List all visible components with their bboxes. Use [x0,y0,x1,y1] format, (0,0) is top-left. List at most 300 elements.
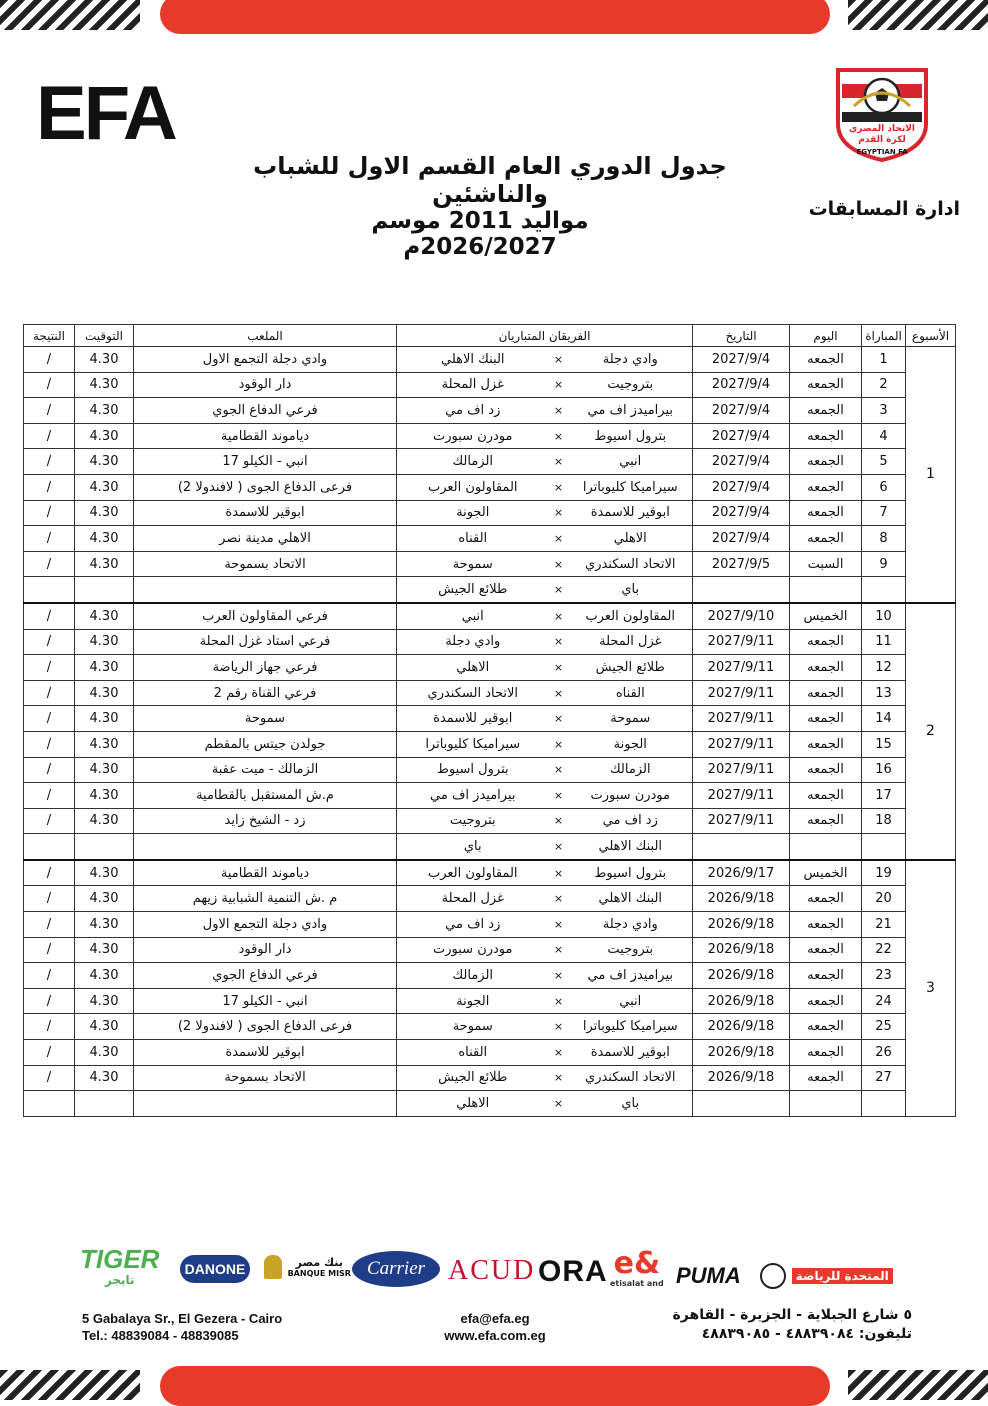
cell-match: 15 [862,731,906,757]
table-row [24,655,956,681]
cell-away-team: انبي [397,603,549,629]
footer-address-ar: ٥ شارع الجبلاية - الجزيرة - القاهرة تليفون: ٤٨٨٣٩٠٨٤ - ٤٨٨٣٩٠٨٥ [672,1307,912,1342]
cell-result: / [24,783,75,809]
cell-time: 4.30 [75,783,134,809]
col-stadium: الملعب [134,325,397,347]
cell-date: 2027/9/4 [693,347,790,373]
cell-result: / [24,500,75,526]
cell-date: 2027/9/4 [693,474,790,500]
cell-date: 2027/9/11 [693,757,790,783]
cell-week: 2 [906,603,956,860]
cell-day: السبت [790,551,862,577]
cell-date: 2026/9/18 [693,988,790,1014]
cell-result: / [24,912,75,938]
cell-away-team: بترول اسيوط [397,757,549,783]
cell-time: 4.30 [75,912,134,938]
cell-home-team: سيراميكا كليوباترا [569,474,693,500]
cell-vs: × [549,347,569,373]
table-row [24,629,956,655]
cell-home-team: طلائع الجيش [569,655,693,681]
cell-vs: × [549,757,569,783]
cell-away-team: الاهلي [397,655,549,681]
table-row [24,372,956,398]
cell-day: الجمعه [790,500,862,526]
table-row [24,500,956,526]
logo-text-en: EGYPTIAN FA [856,148,908,156]
top-left-stripes [0,0,140,30]
cell-away-team: الجونة [397,500,549,526]
bottom-red-bar [160,1366,830,1406]
cell-match: 26 [862,1040,906,1066]
sponsor-ora: ORA [538,1255,608,1288]
cell-home-team: الاتحاد السكندري [569,1065,693,1091]
cell-date: 2027/9/11 [693,808,790,834]
cell-day: الجمعه [790,398,862,424]
cell-stadium: وادي دجلة التجمع الاول [134,347,397,373]
sponsor-danone: DANONE [180,1255,250,1283]
cell-match: 2 [862,372,906,398]
cell-home-team: بترول اسيوط [569,423,693,449]
cell-date: 2026/9/18 [693,886,790,912]
cell-stadium: ابوقير للاسمدة [134,1040,397,1066]
cell-home-team: باي [569,577,693,603]
cell-stadium: سموحة [134,706,397,732]
cell-stadium: دياموند القطامية [134,423,397,449]
cell-time: 4.30 [75,423,134,449]
cell-result: / [24,474,75,500]
cell-vs: × [549,988,569,1014]
table-row [24,937,956,963]
cell-time: 4.30 [75,449,134,475]
cell-result: / [24,449,75,475]
cell-date: 2027/9/4 [693,449,790,475]
cell-vs: × [549,629,569,655]
cell-stadium: فرعي الدفاع الجوي [134,398,397,424]
cell-time: 4.30 [75,398,134,424]
cell-match: 9 [862,551,906,577]
cell-home-team: الاتحاد السكندري [569,551,693,577]
cell-day: الجمعه [790,963,862,989]
table-row [24,706,956,732]
cell-away-team: القناه [397,526,549,552]
table-row [24,963,956,989]
cell-date: 2026/9/17 [693,860,790,886]
cell-time [75,577,134,603]
cell-result: / [24,423,75,449]
cell-day: الجمعه [790,655,862,681]
table-row [24,808,956,834]
table-row [24,783,956,809]
sponsor-acud: ACUD [448,1255,536,1286]
cell-match [862,577,906,603]
cell-day: الجمعه [790,372,862,398]
cell-time: 4.30 [75,500,134,526]
cell-time: 4.30 [75,808,134,834]
cell-result: / [24,526,75,552]
week-group [24,347,956,603]
table-row [24,603,956,629]
cell-home-team: المقاولون العرب [569,603,693,629]
cell-vs: × [549,655,569,681]
cell-vs: × [549,551,569,577]
cell-day: الخميس [790,603,862,629]
cell-day: الجمعه [790,706,862,732]
cell-away-team: المقاولون العرب [397,860,549,886]
cell-result [24,1091,75,1117]
cell-vs: × [549,731,569,757]
cell-match: 6 [862,474,906,500]
cell-home-team: وادي دجلة [569,912,693,938]
cell-stadium: انبي - الكيلو 17 [134,449,397,475]
cell-stadium: الاتحاد بسموحة [134,1065,397,1091]
table-row [24,757,956,783]
cell-date [693,577,790,603]
cell-stadium: فرعي استاد غزل المحلة [134,629,397,655]
cell-date [693,834,790,860]
cell-stadium [134,1091,397,1117]
cell-home-team: بترول اسيوط [569,860,693,886]
table-row [24,988,956,1014]
cell-match: 27 [862,1065,906,1091]
cell-result: / [24,808,75,834]
cell-stadium: انبي - الكيلو 17 [134,988,397,1014]
cell-match: 4 [862,423,906,449]
cell-stadium: الاهلي مدينة نصر [134,526,397,552]
logo-text-ar: الاتحاد المصري لكرة القدم [849,124,915,145]
bottom-left-stripes [0,1370,140,1400]
cell-day: الجمعه [790,912,862,938]
cell-time: 4.30 [75,886,134,912]
cell-match: 11 [862,629,906,655]
cell-result: / [24,372,75,398]
cell-time: 4.30 [75,474,134,500]
cell-time: 4.30 [75,988,134,1014]
cell-vs: × [549,808,569,834]
cell-home-team: مودرن سبورت [569,783,693,809]
table-row [24,577,956,603]
cell-vs: × [549,1065,569,1091]
sponsor-united: المتحدة للرياضة [760,1263,893,1289]
cell-match: 12 [862,655,906,681]
cell-away-team: زد اف مي [397,398,549,424]
cell-date: 2026/9/18 [693,1014,790,1040]
cell-stadium: فرعي الدفاع الجوي [134,963,397,989]
cell-result: / [24,988,75,1014]
cell-result: / [24,680,75,706]
cell-vs: × [549,1014,569,1040]
cell-date: 2027/9/11 [693,680,790,706]
cell-home-team: ابوقير للاسمدة [569,1040,693,1066]
table-row [24,449,956,475]
cell-away-team: غزل المحلة [397,372,549,398]
cell-away-team: مودرن سبورت [397,937,549,963]
col-match: المباراة [862,325,906,347]
sponsor-banque-misr: بنك مصر BANQUE MISR [264,1255,351,1279]
cell-vs: × [549,680,569,706]
cell-day: الجمعه [790,526,862,552]
cell-result: / [24,757,75,783]
cell-vs: × [549,500,569,526]
cell-vs: × [549,577,569,603]
footer-address-en: 5 Gabalaya Sr., El Gezera - Cairo Tel.: 48839084 - 48839085 [82,1311,283,1343]
cell-week: 1 [906,347,956,603]
col-date: التاريخ [693,325,790,347]
cell-time: 4.30 [75,603,134,629]
table-row [24,680,956,706]
cell-stadium: وادي دجلة التجمع الاول [134,912,397,938]
cell-result: / [24,937,75,963]
cell-date: 2027/9/11 [693,706,790,732]
table-row [24,398,956,424]
cell-home-team: زد اف مي [569,808,693,834]
cell-home-team: الجونة [569,731,693,757]
cell-time: 4.30 [75,655,134,681]
cell-result: / [24,603,75,629]
cell-date: 2026/9/18 [693,1065,790,1091]
cell-away-team: سموحة [397,551,549,577]
cell-match: 25 [862,1014,906,1040]
table-row [24,474,956,500]
cell-time: 4.30 [75,347,134,373]
cell-away-team: وادي دجلة [397,629,549,655]
cell-vs: × [549,834,569,860]
table-row [24,551,956,577]
cell-home-team: غزل المحلة [569,629,693,655]
cell-match: 20 [862,886,906,912]
cell-date [693,1091,790,1117]
cell-match: 1 [862,347,906,373]
cell-away-team: الجونة [397,988,549,1014]
page-title: جدول الدوري العام القسم الاول للشباب والناشئين [253,152,727,208]
cell-away-team: ابوقير للاسمدة [397,706,549,732]
cell-home-team: البنك الاهلي [569,834,693,860]
table-row [24,886,956,912]
cell-time: 4.30 [75,757,134,783]
season-subtitle: مواليد 2011 موسم 2026/2027م [371,208,589,260]
cell-result: / [24,629,75,655]
cell-match: 19 [862,860,906,886]
cell-match: 24 [862,988,906,1014]
cell-result: / [24,1065,75,1091]
cell-time: 4.30 [75,372,134,398]
cell-away-team: الاتحاد السكندري [397,680,549,706]
table-row [24,1040,956,1066]
cell-stadium: الزمالك - ميت عقبة [134,757,397,783]
cell-result: / [24,398,75,424]
efa-wordmark: EFA [36,71,175,156]
cell-result: / [24,1014,75,1040]
cell-stadium: م .ش التنمية الشبابية زيهم [134,886,397,912]
table-row [24,1091,956,1117]
top-right-stripes [848,0,988,30]
cell-date: 2027/9/11 [693,731,790,757]
cell-time: 4.30 [75,963,134,989]
cell-vs: × [549,963,569,989]
cell-date: 2027/9/4 [693,500,790,526]
cell-time: 4.30 [75,731,134,757]
cell-time [75,834,134,860]
cell-date: 2027/9/11 [693,629,790,655]
cell-day [790,577,862,603]
cell-vs: × [549,603,569,629]
cell-time: 4.30 [75,1065,134,1091]
cell-vs: × [549,372,569,398]
cell-day: الجمعه [790,731,862,757]
united-mark-icon [760,1263,786,1289]
cell-date: 2027/9/5 [693,551,790,577]
cell-vs: × [549,886,569,912]
cell-day: الجمعه [790,680,862,706]
cell-stadium: دار الوقود [134,372,397,398]
cell-result: / [24,551,75,577]
table-row [24,526,956,552]
cell-home-team: انبي [569,449,693,475]
cell-stadium: فرعى الدفاع الجوى ( لافندولا 2) [134,474,397,500]
cell-stadium: فرعي القناة رقم 2 [134,680,397,706]
cell-away-team: طلائع الجيش [397,1065,549,1091]
bottom-right-stripes [848,1370,988,1400]
cell-day: الجمعه [790,1014,862,1040]
cell-week: 3 [906,860,956,1116]
cell-away-team: طلائع الجيش [397,577,549,603]
cell-day: الجمعه [790,808,862,834]
sponsor-puma: PUMA [676,1263,741,1288]
cell-away-team: مودرن سبورت [397,423,549,449]
cell-match: 18 [862,808,906,834]
cell-away-team: الزمالك [397,963,549,989]
cell-match: 3 [862,398,906,424]
cell-match: 16 [862,757,906,783]
cell-result: / [24,860,75,886]
table-header-row [24,325,956,347]
cell-vs: × [549,398,569,424]
cell-match: 5 [862,449,906,475]
col-teams: الفريقان المتباريان [397,325,693,347]
cell-vs: × [549,449,569,475]
cell-match: 8 [862,526,906,552]
col-time: التوقيت [75,325,134,347]
cell-result [24,834,75,860]
cell-stadium: ابوقير للاسمدة [134,500,397,526]
cell-date: 2027/9/4 [693,423,790,449]
cell-away-team: البنك الاهلي [397,347,549,373]
cell-time: 4.30 [75,706,134,732]
cell-day [790,1091,862,1117]
footer-contact [420,1310,570,1344]
cell-day: الجمعه [790,757,862,783]
top-red-bar [160,0,830,34]
cell-day: الجمعه [790,886,862,912]
cell-stadium: دياموند القطامية [134,860,397,886]
efa-crest-logo [832,66,932,162]
cell-date: 2027/9/11 [693,783,790,809]
col-week: الأسبوع [906,325,956,347]
cell-vs: × [549,860,569,886]
table-row [24,860,956,886]
cell-time: 4.30 [75,526,134,552]
table-row [24,423,956,449]
cell-stadium: فرعى الدفاع الجوى ( لافندولا 2) [134,1014,397,1040]
cell-time: 4.30 [75,551,134,577]
sponsor-etisalat: e& etisalat and [610,1246,664,1288]
week-group [24,603,956,860]
cell-away-team: باي [397,834,549,860]
cell-away-team: زد اف مي [397,912,549,938]
sponsor-carrier: Carrier [352,1251,440,1287]
cell-match [862,1091,906,1117]
cell-stadium: جولدن جيتس بالمقطم [134,731,397,757]
cell-day: الجمعه [790,937,862,963]
table-row [24,834,956,860]
etisalat-mark-icon: e& [613,1246,661,1281]
cell-match: 10 [862,603,906,629]
cell-date: 2027/9/10 [693,603,790,629]
cell-day: الجمعه [790,1040,862,1066]
sponsor-strip [80,1245,910,1297]
department-label: ادارة المسابقات [808,198,960,220]
cell-stadium: دار الوقود [134,937,397,963]
cell-stadium: م.ش المستقبل بالقطامية [134,783,397,809]
cell-stadium: الاتحاد بسموحة [134,551,397,577]
cell-match: 22 [862,937,906,963]
cell-vs: × [549,706,569,732]
cell-day: الجمعه [790,449,862,475]
cell-day: الجمعه [790,629,862,655]
cell-date: 2026/9/18 [693,1040,790,1066]
cell-day: الجمعه [790,988,862,1014]
cell-home-team: بيراميدز اف مي [569,398,693,424]
cell-home-team: سيراميكا كليوباترا [569,1014,693,1040]
cell-away-team: الزمالك [397,449,549,475]
cell-match: 14 [862,706,906,732]
col-day: اليوم [790,325,862,347]
cell-match: 13 [862,680,906,706]
cell-day: الجمعه [790,783,862,809]
table-row [24,1014,956,1040]
cell-match [862,834,906,860]
cell-stadium: فرعي المقاولون العرب [134,603,397,629]
banque-misr-icon [264,1255,282,1279]
footer-website[interactable]: www.efa.com.eg [444,1328,546,1343]
cell-time: 4.30 [75,680,134,706]
cell-match: 21 [862,912,906,938]
cell-result: / [24,655,75,681]
cell-day: الجمعه [790,423,862,449]
cell-stadium [134,577,397,603]
cell-result: / [24,706,75,732]
sponsor-tiger: TIGER تايجر [80,1244,160,1287]
cell-away-team: القناه [397,1040,549,1066]
cell-time: 4.30 [75,860,134,886]
cell-home-team: بتروجيت [569,372,693,398]
cell-away-team: غزل المحلة [397,886,549,912]
cell-stadium [134,834,397,860]
cell-time: 4.30 [75,1040,134,1066]
cell-date: 2027/9/11 [693,655,790,681]
footer-email[interactable]: efa@efa.eg [460,1311,530,1326]
cell-vs: × [549,912,569,938]
cell-result [24,577,75,603]
cell-time: 4.30 [75,1014,134,1040]
table-row [24,731,956,757]
cell-match: 17 [862,783,906,809]
cell-vs: × [549,783,569,809]
cell-result: / [24,1040,75,1066]
col-result: النتيجة [24,325,75,347]
cell-date: 2027/9/4 [693,372,790,398]
cell-away-team: الاهلي [397,1091,549,1117]
cell-match: 23 [862,963,906,989]
